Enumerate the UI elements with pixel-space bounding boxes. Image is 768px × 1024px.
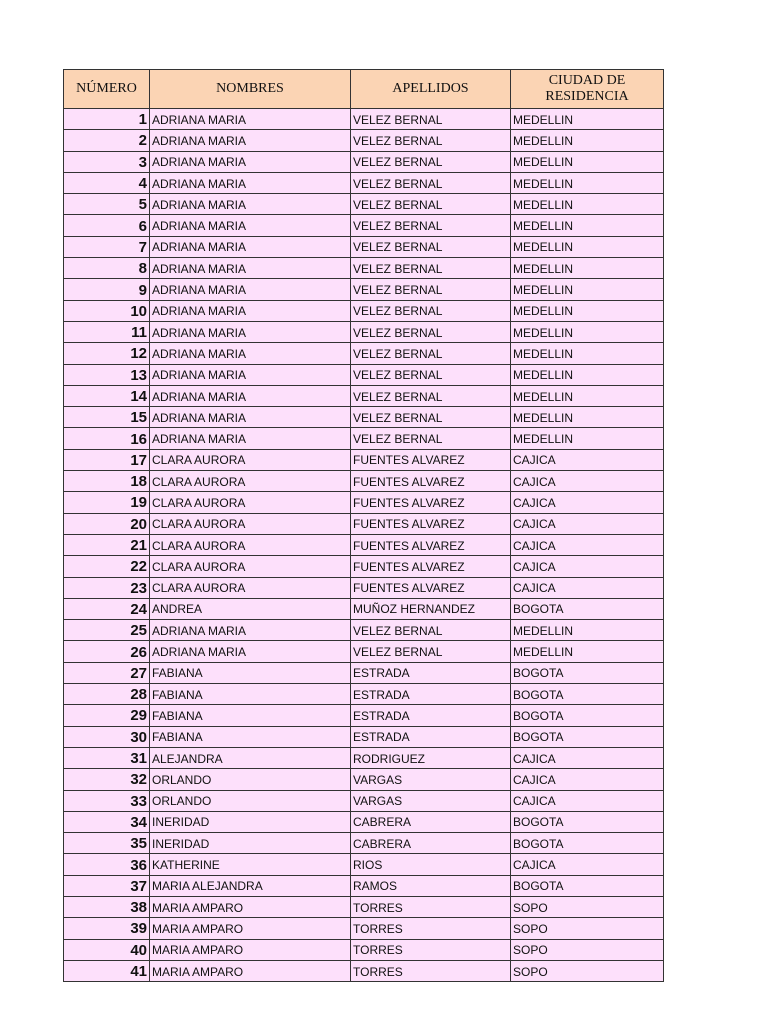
table-row xyxy=(64,279,664,300)
cell-apellidos: VELEZ BERNAL xyxy=(351,407,511,428)
cell-ciudad: MEDELLIN xyxy=(511,236,664,257)
cell-apellidos: FUENTES ALVAREZ xyxy=(351,492,511,513)
header-nombres: NOMBRES xyxy=(150,70,351,109)
table-row xyxy=(64,258,664,279)
cell-nombres: FABIANA xyxy=(150,726,351,747)
cell-apellidos: FUENTES ALVAREZ xyxy=(351,577,511,598)
header-row xyxy=(64,70,664,109)
cell-apellidos: RAMOS xyxy=(351,875,511,896)
cell-nombres: ADRIANA MARIA xyxy=(150,215,351,236)
cell-nombres: ADRIANA MARIA xyxy=(150,407,351,428)
table-row xyxy=(64,385,664,406)
cell-apellidos: VELEZ BERNAL xyxy=(351,385,511,406)
cell-nombres: ADRIANA MARIA xyxy=(150,300,351,321)
table-row xyxy=(64,194,664,215)
table-row xyxy=(64,790,664,811)
cell-ciudad: MEDELLIN xyxy=(511,428,664,449)
cell-nombres: ADRIANA MARIA xyxy=(150,428,351,449)
cell-numero: 23 xyxy=(64,577,150,598)
cell-numero: 36 xyxy=(64,854,150,875)
cell-ciudad: MEDELLIN xyxy=(511,215,664,236)
cell-apellidos: VELEZ BERNAL xyxy=(351,151,511,172)
cell-numero: 17 xyxy=(64,449,150,470)
cell-ciudad: CAJICA xyxy=(511,769,664,790)
cell-nombres: FABIANA xyxy=(150,662,351,683)
cell-ciudad: CAJICA xyxy=(511,471,664,492)
cell-ciudad: SOPO xyxy=(511,896,664,917)
cell-nombres: ADRIANA MARIA xyxy=(150,258,351,279)
cell-apellidos: VELEZ BERNAL xyxy=(351,236,511,257)
cell-numero: 5 xyxy=(64,194,150,215)
cell-ciudad: MEDELLIN xyxy=(511,641,664,662)
cell-ciudad: CAJICA xyxy=(511,513,664,534)
cell-numero: 21 xyxy=(64,534,150,555)
cell-ciudad: CAJICA xyxy=(511,854,664,875)
cell-ciudad: BOGOTA xyxy=(511,875,664,896)
residents-table xyxy=(63,69,664,982)
cell-numero: 10 xyxy=(64,300,150,321)
cell-apellidos: VELEZ BERNAL xyxy=(351,109,511,130)
table-row xyxy=(64,747,664,768)
cell-nombres: FABIANA xyxy=(150,684,351,705)
cell-apellidos: VELEZ BERNAL xyxy=(351,215,511,236)
cell-numero: 6 xyxy=(64,215,150,236)
cell-ciudad: SOPO xyxy=(511,960,664,981)
cell-nombres: ADRIANA MARIA xyxy=(150,130,351,151)
cell-apellidos: RIOS xyxy=(351,854,511,875)
cell-apellidos: CABRERA xyxy=(351,833,511,854)
cell-numero: 25 xyxy=(64,620,150,641)
cell-apellidos: VARGAS xyxy=(351,790,511,811)
cell-ciudad: MEDELLIN xyxy=(511,279,664,300)
table-row xyxy=(64,684,664,705)
cell-apellidos: VELEZ BERNAL xyxy=(351,343,511,364)
cell-nombres: ORLANDO xyxy=(150,790,351,811)
cell-nombres: ADRIANA MARIA xyxy=(150,172,351,193)
cell-nombres: ORLANDO xyxy=(150,769,351,790)
cell-numero: 38 xyxy=(64,896,150,917)
cell-apellidos: FUENTES ALVAREZ xyxy=(351,449,511,470)
cell-ciudad: BOGOTA xyxy=(511,726,664,747)
cell-ciudad: CAJICA xyxy=(511,577,664,598)
cell-ciudad: MEDELLIN xyxy=(511,258,664,279)
cell-ciudad: BOGOTA xyxy=(511,833,664,854)
cell-apellidos: RODRIGUEZ xyxy=(351,747,511,768)
cell-ciudad: CAJICA xyxy=(511,492,664,513)
cell-ciudad: BOGOTA xyxy=(511,598,664,619)
cell-numero: 34 xyxy=(64,811,150,832)
cell-numero: 8 xyxy=(64,258,150,279)
cell-ciudad: MEDELLIN xyxy=(511,300,664,321)
cell-nombres: KATHERINE xyxy=(150,854,351,875)
cell-apellidos: TORRES xyxy=(351,918,511,939)
cell-nombres: ADRIANA MARIA xyxy=(150,279,351,300)
cell-numero: 1 xyxy=(64,109,150,130)
cell-numero: 18 xyxy=(64,471,150,492)
cell-apellidos: VELEZ BERNAL xyxy=(351,321,511,342)
cell-numero: 26 xyxy=(64,641,150,662)
cell-ciudad: MEDELLIN xyxy=(511,620,664,641)
cell-nombres: MARIA ALEJANDRA xyxy=(150,875,351,896)
cell-apellidos: TORRES xyxy=(351,896,511,917)
cell-apellidos: TORRES xyxy=(351,960,511,981)
table-row xyxy=(64,577,664,598)
table-row xyxy=(64,960,664,981)
table-row xyxy=(64,620,664,641)
header-ciudad: CIUDAD DE RESIDENCIA xyxy=(511,70,664,109)
cell-numero: 3 xyxy=(64,151,150,172)
cell-nombres: ADRIANA MARIA xyxy=(150,321,351,342)
cell-nombres: CLARA AURORA xyxy=(150,534,351,555)
cell-ciudad: MEDELLIN xyxy=(511,364,664,385)
table-row xyxy=(64,215,664,236)
cell-numero: 28 xyxy=(64,684,150,705)
cell-ciudad: MEDELLIN xyxy=(511,343,664,364)
cell-apellidos: VELEZ BERNAL xyxy=(351,194,511,215)
table-row xyxy=(64,343,664,364)
cell-numero: 14 xyxy=(64,385,150,406)
cell-numero: 35 xyxy=(64,833,150,854)
cell-numero: 9 xyxy=(64,279,150,300)
cell-nombres: ALEJANDRA xyxy=(150,747,351,768)
cell-ciudad: MEDELLIN xyxy=(511,151,664,172)
header-apellidos: APELLIDOS xyxy=(351,70,511,109)
table-row xyxy=(64,918,664,939)
header-numero: NÚMERO xyxy=(64,70,150,109)
table-row xyxy=(64,407,664,428)
cell-apellidos: VELEZ BERNAL xyxy=(351,364,511,385)
cell-apellidos: VELEZ BERNAL xyxy=(351,620,511,641)
cell-numero: 41 xyxy=(64,960,150,981)
table-row xyxy=(64,428,664,449)
cell-apellidos: VELEZ BERNAL xyxy=(351,279,511,300)
cell-nombres: ADRIANA MARIA xyxy=(150,620,351,641)
cell-nombres: ADRIANA MARIA xyxy=(150,236,351,257)
cell-ciudad: BOGOTA xyxy=(511,662,664,683)
cell-ciudad: SOPO xyxy=(511,918,664,939)
cell-numero: 33 xyxy=(64,790,150,811)
cell-ciudad: BOGOTA xyxy=(511,684,664,705)
table-row xyxy=(64,492,664,513)
cell-nombres: ANDREA xyxy=(150,598,351,619)
cell-nombres: ADRIANA MARIA xyxy=(150,385,351,406)
cell-nombres: MARIA AMPARO xyxy=(150,960,351,981)
cell-numero: 37 xyxy=(64,875,150,896)
cell-nombres: CLARA AURORA xyxy=(150,577,351,598)
cell-ciudad: CAJICA xyxy=(511,534,664,555)
cell-numero: 29 xyxy=(64,705,150,726)
table-row xyxy=(64,449,664,470)
cell-numero: 22 xyxy=(64,556,150,577)
cell-ciudad: SOPO xyxy=(511,939,664,960)
table-header xyxy=(64,70,664,109)
cell-ciudad: CAJICA xyxy=(511,449,664,470)
cell-apellidos: TORRES xyxy=(351,939,511,960)
table-row xyxy=(64,854,664,875)
cell-numero: 7 xyxy=(64,236,150,257)
cell-nombres: FABIANA xyxy=(150,705,351,726)
cell-nombres: CLARA AURORA xyxy=(150,449,351,470)
table-row xyxy=(64,662,664,683)
cell-numero: 13 xyxy=(64,364,150,385)
table-row xyxy=(64,534,664,555)
cell-numero: 16 xyxy=(64,428,150,449)
table-row xyxy=(64,875,664,896)
table-row xyxy=(64,300,664,321)
table-row xyxy=(64,726,664,747)
cell-apellidos: MUÑOZ HERNANDEZ xyxy=(351,598,511,619)
cell-ciudad: BOGOTA xyxy=(511,811,664,832)
cell-numero: 20 xyxy=(64,513,150,534)
table-row xyxy=(64,130,664,151)
cell-nombres: CLARA AURORA xyxy=(150,492,351,513)
cell-apellidos: VELEZ BERNAL xyxy=(351,641,511,662)
cell-numero: 19 xyxy=(64,492,150,513)
cell-apellidos: VELEZ BERNAL xyxy=(351,428,511,449)
cell-nombres: ADRIANA MARIA xyxy=(150,194,351,215)
cell-apellidos: FUENTES ALVAREZ xyxy=(351,556,511,577)
table-row xyxy=(64,811,664,832)
cell-ciudad: MEDELLIN xyxy=(511,194,664,215)
table-row xyxy=(64,151,664,172)
cell-numero: 12 xyxy=(64,343,150,364)
cell-nombres: CLARA AURORA xyxy=(150,556,351,577)
cell-apellidos: VELEZ BERNAL xyxy=(351,130,511,151)
table-row xyxy=(64,769,664,790)
cell-nombres: MARIA AMPARO xyxy=(150,896,351,917)
cell-apellidos: ESTRADA xyxy=(351,662,511,683)
table-row xyxy=(64,556,664,577)
cell-ciudad: BOGOTA xyxy=(511,705,664,726)
cell-apellidos: ESTRADA xyxy=(351,705,511,726)
cell-numero: 40 xyxy=(64,939,150,960)
cell-numero: 24 xyxy=(64,598,150,619)
cell-ciudad: MEDELLIN xyxy=(511,130,664,151)
cell-apellidos: CABRERA xyxy=(351,811,511,832)
cell-nombres: ADRIANA MARIA xyxy=(150,151,351,172)
table-body xyxy=(64,109,664,982)
cell-ciudad: MEDELLIN xyxy=(511,321,664,342)
cell-nombres: INERIDAD xyxy=(150,811,351,832)
cell-numero: 15 xyxy=(64,407,150,428)
cell-nombres: MARIA AMPARO xyxy=(150,918,351,939)
cell-nombres: ADRIANA MARIA xyxy=(150,641,351,662)
table-row xyxy=(64,939,664,960)
table-row xyxy=(64,364,664,385)
cell-ciudad: CAJICA xyxy=(511,790,664,811)
cell-apellidos: ESTRADA xyxy=(351,726,511,747)
cell-apellidos: VELEZ BERNAL xyxy=(351,172,511,193)
cell-numero: 4 xyxy=(64,172,150,193)
cell-nombres: CLARA AURORA xyxy=(150,471,351,492)
table-row xyxy=(64,896,664,917)
table-row xyxy=(64,513,664,534)
cell-apellidos: VELEZ BERNAL xyxy=(351,258,511,279)
cell-apellidos: FUENTES ALVAREZ xyxy=(351,471,511,492)
table-row xyxy=(64,641,664,662)
cell-numero: 39 xyxy=(64,918,150,939)
table-row xyxy=(64,172,664,193)
table-row xyxy=(64,833,664,854)
cell-nombres: CLARA AURORA xyxy=(150,513,351,534)
table-row xyxy=(64,705,664,726)
cell-ciudad: MEDELLIN xyxy=(511,407,664,428)
cell-nombres: ADRIANA MARIA xyxy=(150,343,351,364)
cell-ciudad: MEDELLIN xyxy=(511,109,664,130)
cell-nombres: MARIA AMPARO xyxy=(150,939,351,960)
cell-numero: 27 xyxy=(64,662,150,683)
table-row xyxy=(64,471,664,492)
cell-numero: 31 xyxy=(64,747,150,768)
cell-apellidos: VELEZ BERNAL xyxy=(351,300,511,321)
table-row xyxy=(64,236,664,257)
cell-numero: 30 xyxy=(64,726,150,747)
cell-apellidos: FUENTES ALVAREZ xyxy=(351,534,511,555)
cell-nombres: ADRIANA MARIA xyxy=(150,364,351,385)
cell-apellidos: FUENTES ALVAREZ xyxy=(351,513,511,534)
table-row xyxy=(64,109,664,130)
cell-ciudad: MEDELLIN xyxy=(511,172,664,193)
cell-numero: 32 xyxy=(64,769,150,790)
cell-nombres: INERIDAD xyxy=(150,833,351,854)
table-row xyxy=(64,321,664,342)
table-row xyxy=(64,598,664,619)
cell-numero: 11 xyxy=(64,321,150,342)
cell-apellidos: ESTRADA xyxy=(351,684,511,705)
cell-numero: 2 xyxy=(64,130,150,151)
cell-ciudad: MEDELLIN xyxy=(511,385,664,406)
cell-apellidos: VARGAS xyxy=(351,769,511,790)
cell-ciudad: CAJICA xyxy=(511,747,664,768)
cell-ciudad: CAJICA xyxy=(511,556,664,577)
cell-nombres: ADRIANA MARIA xyxy=(150,109,351,130)
